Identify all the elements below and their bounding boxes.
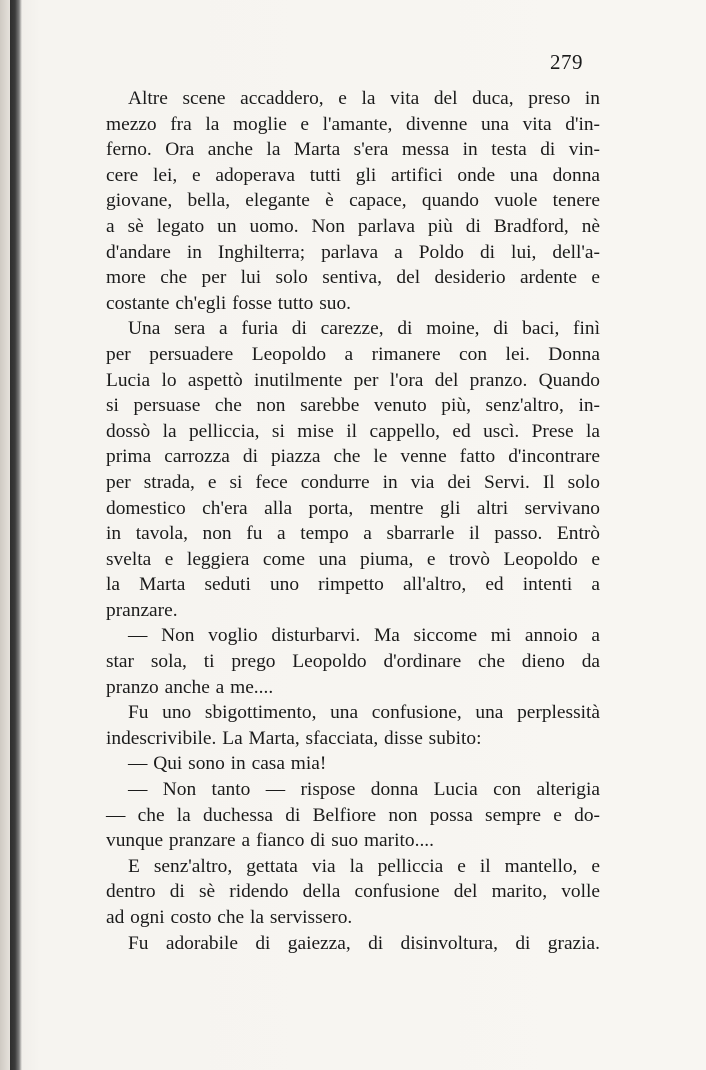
text-line: prima carrozza di piazza che le venne fatto d'incontrare bbox=[106, 446, 600, 468]
page-number: 279 bbox=[550, 50, 583, 74]
text-line: d'andare in Inghilterra; parlava a Poldo di lui, dell'a- bbox=[106, 241, 600, 263]
body-text bbox=[106, 86, 600, 956]
text-line: pranzo anche a me.... bbox=[106, 676, 274, 698]
text-line: — che la duchessa di Belfiore non possa sempre e do- bbox=[106, 804, 600, 826]
text-line: dossò la pelliccia, si mise il cappello, ed uscì. Prese la bbox=[106, 420, 600, 442]
text-line: — Non voglio disturbarvi. Ma siccome mi annoio a bbox=[128, 625, 600, 647]
text-line: costante ch'egli fosse tutto suo. bbox=[106, 292, 351, 314]
text-line: Fu uno sbigottimento, una confusione, una perplessità bbox=[128, 702, 600, 724]
text-line: — Qui sono in casa mia! bbox=[128, 753, 327, 775]
binding-edge bbox=[10, 0, 22, 1070]
text-line: E senz'altro, gettata via la pelliccia e il mantello, e bbox=[128, 855, 600, 877]
text-line: vunque pranzare a fianco di suo marito.... bbox=[106, 830, 434, 852]
text-line: pranzare. bbox=[106, 599, 178, 621]
text-line: more che per lui solo sentiva, del desiderio ardente e bbox=[106, 267, 600, 289]
text-line: in tavola, non fu a tempo a sbarrarle il passo. Entrò bbox=[106, 523, 600, 545]
text-line: mezzo fra la moglie e l'amante, divenne una vita d'in- bbox=[106, 113, 600, 135]
text-line: indescrivibile. La Marta, sfacciata, disse subito: bbox=[106, 727, 482, 749]
text-line: per persuadere Leopoldo a rimanere con lei. Donna bbox=[106, 343, 600, 365]
text-line: Una sera a furia di carezze, di moine, di baci, finì bbox=[128, 318, 600, 340]
text-line: dentro di sè ridendo della confusione del marito, volle bbox=[106, 881, 600, 903]
text-line: la Marta seduti uno rimpetto all'altro, ed intenti a bbox=[106, 574, 600, 596]
text-line: domestico ch'era alla porta, mentre gli altri servivano bbox=[106, 497, 600, 519]
text-line: ad ogni costo che la servissero. bbox=[106, 907, 353, 928]
text-line: giovane, bella, elegante è capace, quando vuole tenere bbox=[106, 190, 600, 212]
text-line: cere lei, e adoperava tutti gli artifici onde una donna bbox=[106, 164, 600, 186]
text-line: a sè legato un uomo. Non parlava più di Bradford, nè bbox=[106, 215, 600, 237]
text-line: Lucia lo aspettò inutilmente per l'ora del pranzo. Quando bbox=[106, 369, 600, 391]
text-line: star sola, ti prego Leopoldo d'ordinare che dieno da bbox=[106, 651, 600, 673]
text-line: svelta e leggiera come una piuma, e trovò Leopoldo e bbox=[106, 548, 600, 570]
binding-shadow bbox=[0, 0, 10, 1070]
text-line: Fu adorabile di gaiezza, di disinvoltura, di grazia. bbox=[128, 932, 600, 954]
text-line: ferno. Ora anche la Marta s'era messa in testa di vin- bbox=[106, 139, 600, 161]
text-line: Altre scene accaddero, e la vita del duca, preso in bbox=[128, 88, 600, 109]
text-line: — Non tanto — rispose donna Lucia con alterigia bbox=[128, 779, 600, 801]
text-line: si persuase che non sarebbe venuto più, senz'altro, in- bbox=[106, 395, 600, 417]
text-line: per strada, e si fece condurre in via dei Servi. Il solo bbox=[106, 471, 600, 493]
